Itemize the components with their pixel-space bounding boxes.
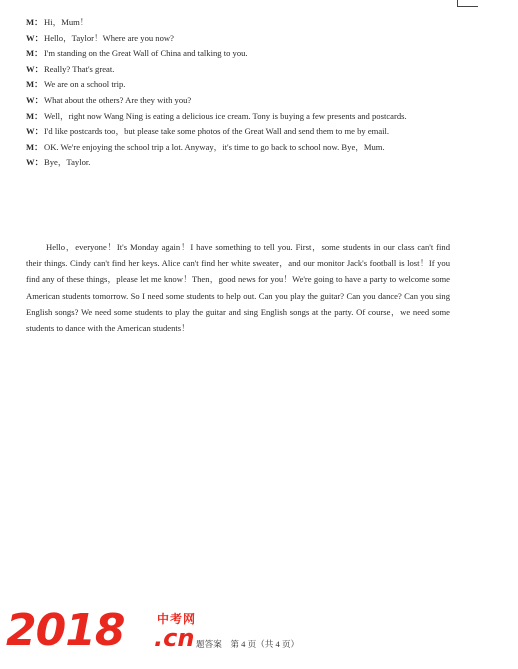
dialogue-line <box>26 93 452 109</box>
dialogue-transcript <box>26 15 452 171</box>
dialogue-line <box>26 155 452 171</box>
page-corner-mark <box>457 0 478 7</box>
watermark-domain: .cn <box>154 624 195 652</box>
site-watermark-logo <box>6 607 216 659</box>
speaker-label: M： <box>26 17 43 27</box>
dialogue-line <box>26 46 452 62</box>
speaker-label: W： <box>26 157 44 168</box>
speaker-label: M： <box>26 79 43 90</box>
dialogue-line <box>26 124 452 140</box>
dialogue-line <box>26 62 452 78</box>
dialogue-text: We are on a school trip. <box>44 79 126 90</box>
watermark-year: 2018 <box>6 605 125 656</box>
speaker-label: M： <box>26 141 43 152</box>
speaker-label: W： <box>26 63 44 74</box>
dialogue-text: OK. We're enjoying the school trip a lot. Anyway，it's time to go back to school now. Bye，Mum. <box>44 141 385 152</box>
dialogue-line <box>26 140 452 156</box>
dialogue-text: Hello，Taylor！Where are you now? <box>44 32 174 43</box>
dialogue-text: Well，right now Wang Ning is eating a delicious ice cream. Tony is buying a few presents and postcards. <box>44 110 407 121</box>
dialogue-line <box>26 109 452 125</box>
speaker-label: W： <box>26 94 44 105</box>
listening-passage: Hello，everyone！It's Monday again！I have something to tell you. First，some students in our class can't find their things. Cindy can't find her keys. Alice can't find her white sweater，and our monitor Jack's football is lost！If you find any of these things，please let me know！Then，good news for you！We're going to have a party to welcome some American students tomorrow. So I need some students to help out. Can you play the guitar? Can you dance? Can you sing English songs? We need some students to play the guitar and sing English songs at the party. Of course，we need some students to dance with the American students！ <box>26 242 450 334</box>
dialogue-text: I'm standing on the Great Wall of China and talking to you. <box>44 48 248 59</box>
dialogue-text: What about the others? Are they with you? <box>44 94 192 105</box>
speaker-label: W： <box>26 32 44 43</box>
dialogue-text: Bye，Taylor. <box>44 157 91 168</box>
dialogue-text: Hi，Mum！ <box>44 17 89 27</box>
watermark-site-name: 中考网 <box>157 612 197 626</box>
dialogue-text: Really? That's great. <box>44 63 115 74</box>
dialogue-line <box>26 31 452 47</box>
dialogue-line <box>26 15 452 31</box>
speaker-label: M： <box>26 110 43 121</box>
dialogue-text: I'd like postcards too，but please take some photos of the Great Wall and send them to me by email. <box>44 126 390 137</box>
speaker-label: M： <box>26 48 43 59</box>
speaker-label: W： <box>26 126 44 137</box>
dialogue-line <box>26 77 452 93</box>
page-footer: 题答案 第 4 页（共 4 页） <box>196 639 300 649</box>
